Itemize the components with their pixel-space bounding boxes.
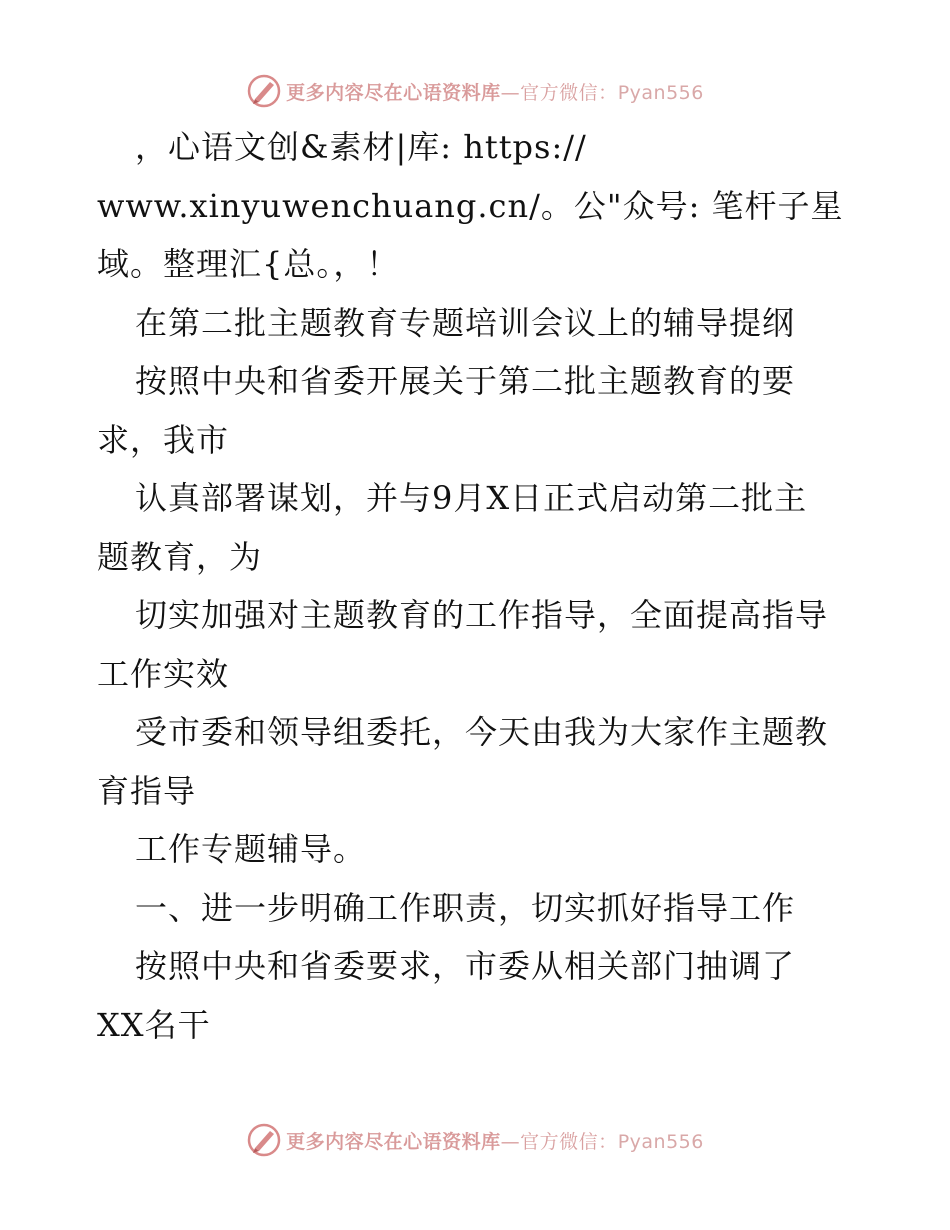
text-line: 求，我市 <box>97 420 230 459</box>
banner-text <box>286 78 704 105</box>
text-line: 题教育，为 <box>97 537 263 576</box>
pen-logo-icon <box>246 73 282 109</box>
banner-lead: 更多内容尽在心语资料库 <box>286 81 501 104</box>
text-line: 受市委和领导组委托，今天由我为大家作主题教 <box>135 713 829 751</box>
banner-text <box>286 1127 704 1154</box>
text-line: 工作实效 <box>97 654 230 693</box>
text-line: 认真部署谋划，并与9月X日正式启动第二批主 <box>135 479 808 517</box>
text-line: www.xinyuwenchuang.cn/。公"众号: 笔杆子星 <box>97 186 844 225</box>
text-line: 切实加强对主题教育的工作指导，全面提高指导 <box>135 596 829 634</box>
text-line: XX名干 <box>97 1005 211 1044</box>
banner-lead: 更多内容尽在心语资料库 <box>286 1130 501 1153</box>
banner-wechat-id: Pyan556 <box>617 81 704 104</box>
pen-logo-icon <box>246 1122 282 1158</box>
banner-wechat-id: Pyan556 <box>617 1130 704 1153</box>
banner-wechat-label: 官方微信： <box>520 81 618 104</box>
text-line: 工作专题辅导。 <box>135 830 367 868</box>
section-heading: 一、进一步明确工作职责，切实抓好指导工作 <box>135 888 796 927</box>
text-line: 育指导 <box>97 771 197 810</box>
footer-watermark-banner <box>0 1120 950 1160</box>
text-line: 按照中央和省委开展关于第二批主题教育的要 <box>135 362 796 400</box>
document-body <box>97 118 897 1054</box>
text-line: ，心语文创&素材|库: https:// <box>135 128 587 166</box>
banner-dash: — <box>500 1130 521 1153</box>
header-watermark-banner <box>0 71 950 111</box>
banner-wechat-label: 官方微信： <box>520 1130 618 1153</box>
text-line: 域。整理汇{总。，！ <box>97 245 400 283</box>
banner-dash: — <box>500 81 521 104</box>
document-title: 在第二批主题教育专题培训会议上的辅导提纲 <box>135 303 796 342</box>
text-line: 按照中央和省委要求，市委从相关部门抽调了 <box>135 947 796 985</box>
